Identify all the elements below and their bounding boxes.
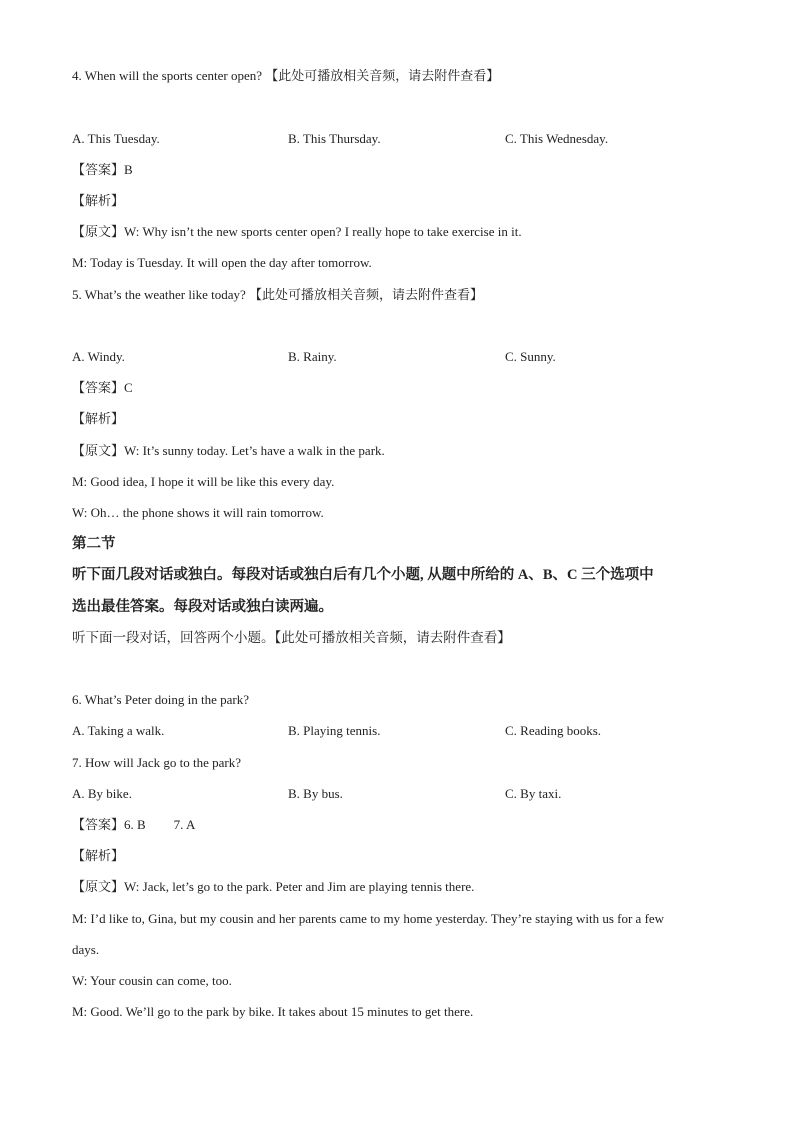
q4-analysis: 【解析】 bbox=[72, 193, 125, 208]
q4-question bbox=[72, 67, 724, 85]
q6-options bbox=[72, 722, 722, 740]
q67-answer bbox=[72, 816, 724, 834]
q67-answer-second: 7. A bbox=[173, 817, 196, 832]
q67-transcript-line: 【原文】W: Jack, let’s go to the park. Peter and Jim are playing tennis there. bbox=[72, 879, 475, 894]
q5-transcript-line: M: Good idea, I hope it will be like this every day. bbox=[72, 474, 335, 489]
q4-option-b: B. This Thursday. bbox=[288, 131, 381, 146]
q7-option-a: A. By bike. bbox=[72, 786, 132, 801]
q4-option-c: C. This Wednesday. bbox=[505, 131, 609, 146]
q7-options bbox=[72, 785, 722, 803]
q6-option-a: A. Taking a walk. bbox=[72, 723, 165, 738]
q4-transcript-line: M: Today is Tuesday. It will open the day after tomorrow. bbox=[72, 255, 372, 270]
q6-option-b: B. Playing tennis. bbox=[288, 723, 381, 738]
q4-option-a: A. This Tuesday. bbox=[72, 131, 160, 146]
q5-option-b: B. Rainy. bbox=[288, 349, 337, 364]
q67-analysis: 【解析】 bbox=[72, 848, 125, 863]
sub-instruction[interactable]: 听下面一段对话，回答两个小题。【此处可播放相关音频，请去附件查看】 bbox=[72, 630, 511, 645]
q4-audio-link[interactable]: 【此处可播放相关音频，请去附件查看】 bbox=[265, 68, 500, 83]
q67-transcript-line: W: Your cousin can come, too. bbox=[72, 973, 232, 988]
q4-options bbox=[72, 130, 722, 148]
q5-transcript-line: 【原文】W: It’s sunny today. Let’s have a walk in the park. bbox=[72, 443, 385, 458]
q5-answer: 【答案】C bbox=[72, 380, 133, 395]
q5-question-text: 5. What’s the weather like today? bbox=[72, 287, 246, 302]
q4-transcript-line: 【原文】W: Why isn’t the new sports center open? I really hope to take exercise in it. bbox=[72, 224, 522, 239]
q6-question: 6. What’s Peter doing in the park? bbox=[72, 692, 250, 707]
q7-option-b: B. By bus. bbox=[288, 786, 343, 801]
q5-audio-link[interactable]: 【此处可播放相关音频，请去附件查看】 bbox=[249, 287, 484, 302]
q67-transcript-line: days. bbox=[72, 942, 100, 957]
q7-question: 7. How will Jack go to the park? bbox=[72, 755, 241, 770]
section-title: 第二节 bbox=[72, 536, 116, 552]
q5-analysis: 【解析】 bbox=[72, 411, 125, 426]
q4-question-text: 4. When will the sports center open? bbox=[72, 68, 263, 83]
q5-option-a: A. Windy. bbox=[72, 349, 125, 364]
q5-question bbox=[72, 286, 724, 304]
section-instruction: 听下面几段对话或独白。每段对话或独白后有几个小题, 从题中所给的 A、B、C 三个选项中 bbox=[72, 567, 654, 583]
q67-transcript-line: M: I’d like to, Gina, but my cousin and her parents came to my home yesterday. They’re staying with us for a few bbox=[72, 911, 665, 926]
q5-options bbox=[72, 348, 722, 366]
q5-option-c: C. Sunny. bbox=[505, 349, 556, 364]
section-instruction: 选出最佳答案。每段对话或独白读两遍。 bbox=[72, 599, 333, 615]
q5-transcript-line: W: Oh… the phone shows it will rain tomorrow. bbox=[72, 505, 324, 520]
q67-answer-label: 【答案】6. B bbox=[72, 817, 146, 832]
q7-option-c: C. By taxi. bbox=[505, 786, 562, 801]
q67-transcript-line: M: Good. We’ll go to the park by bike. It takes about 15 minutes to get there. bbox=[72, 1004, 474, 1019]
q4-answer: 【答案】B bbox=[72, 162, 133, 177]
q6-option-c: C. Reading books. bbox=[505, 723, 602, 738]
